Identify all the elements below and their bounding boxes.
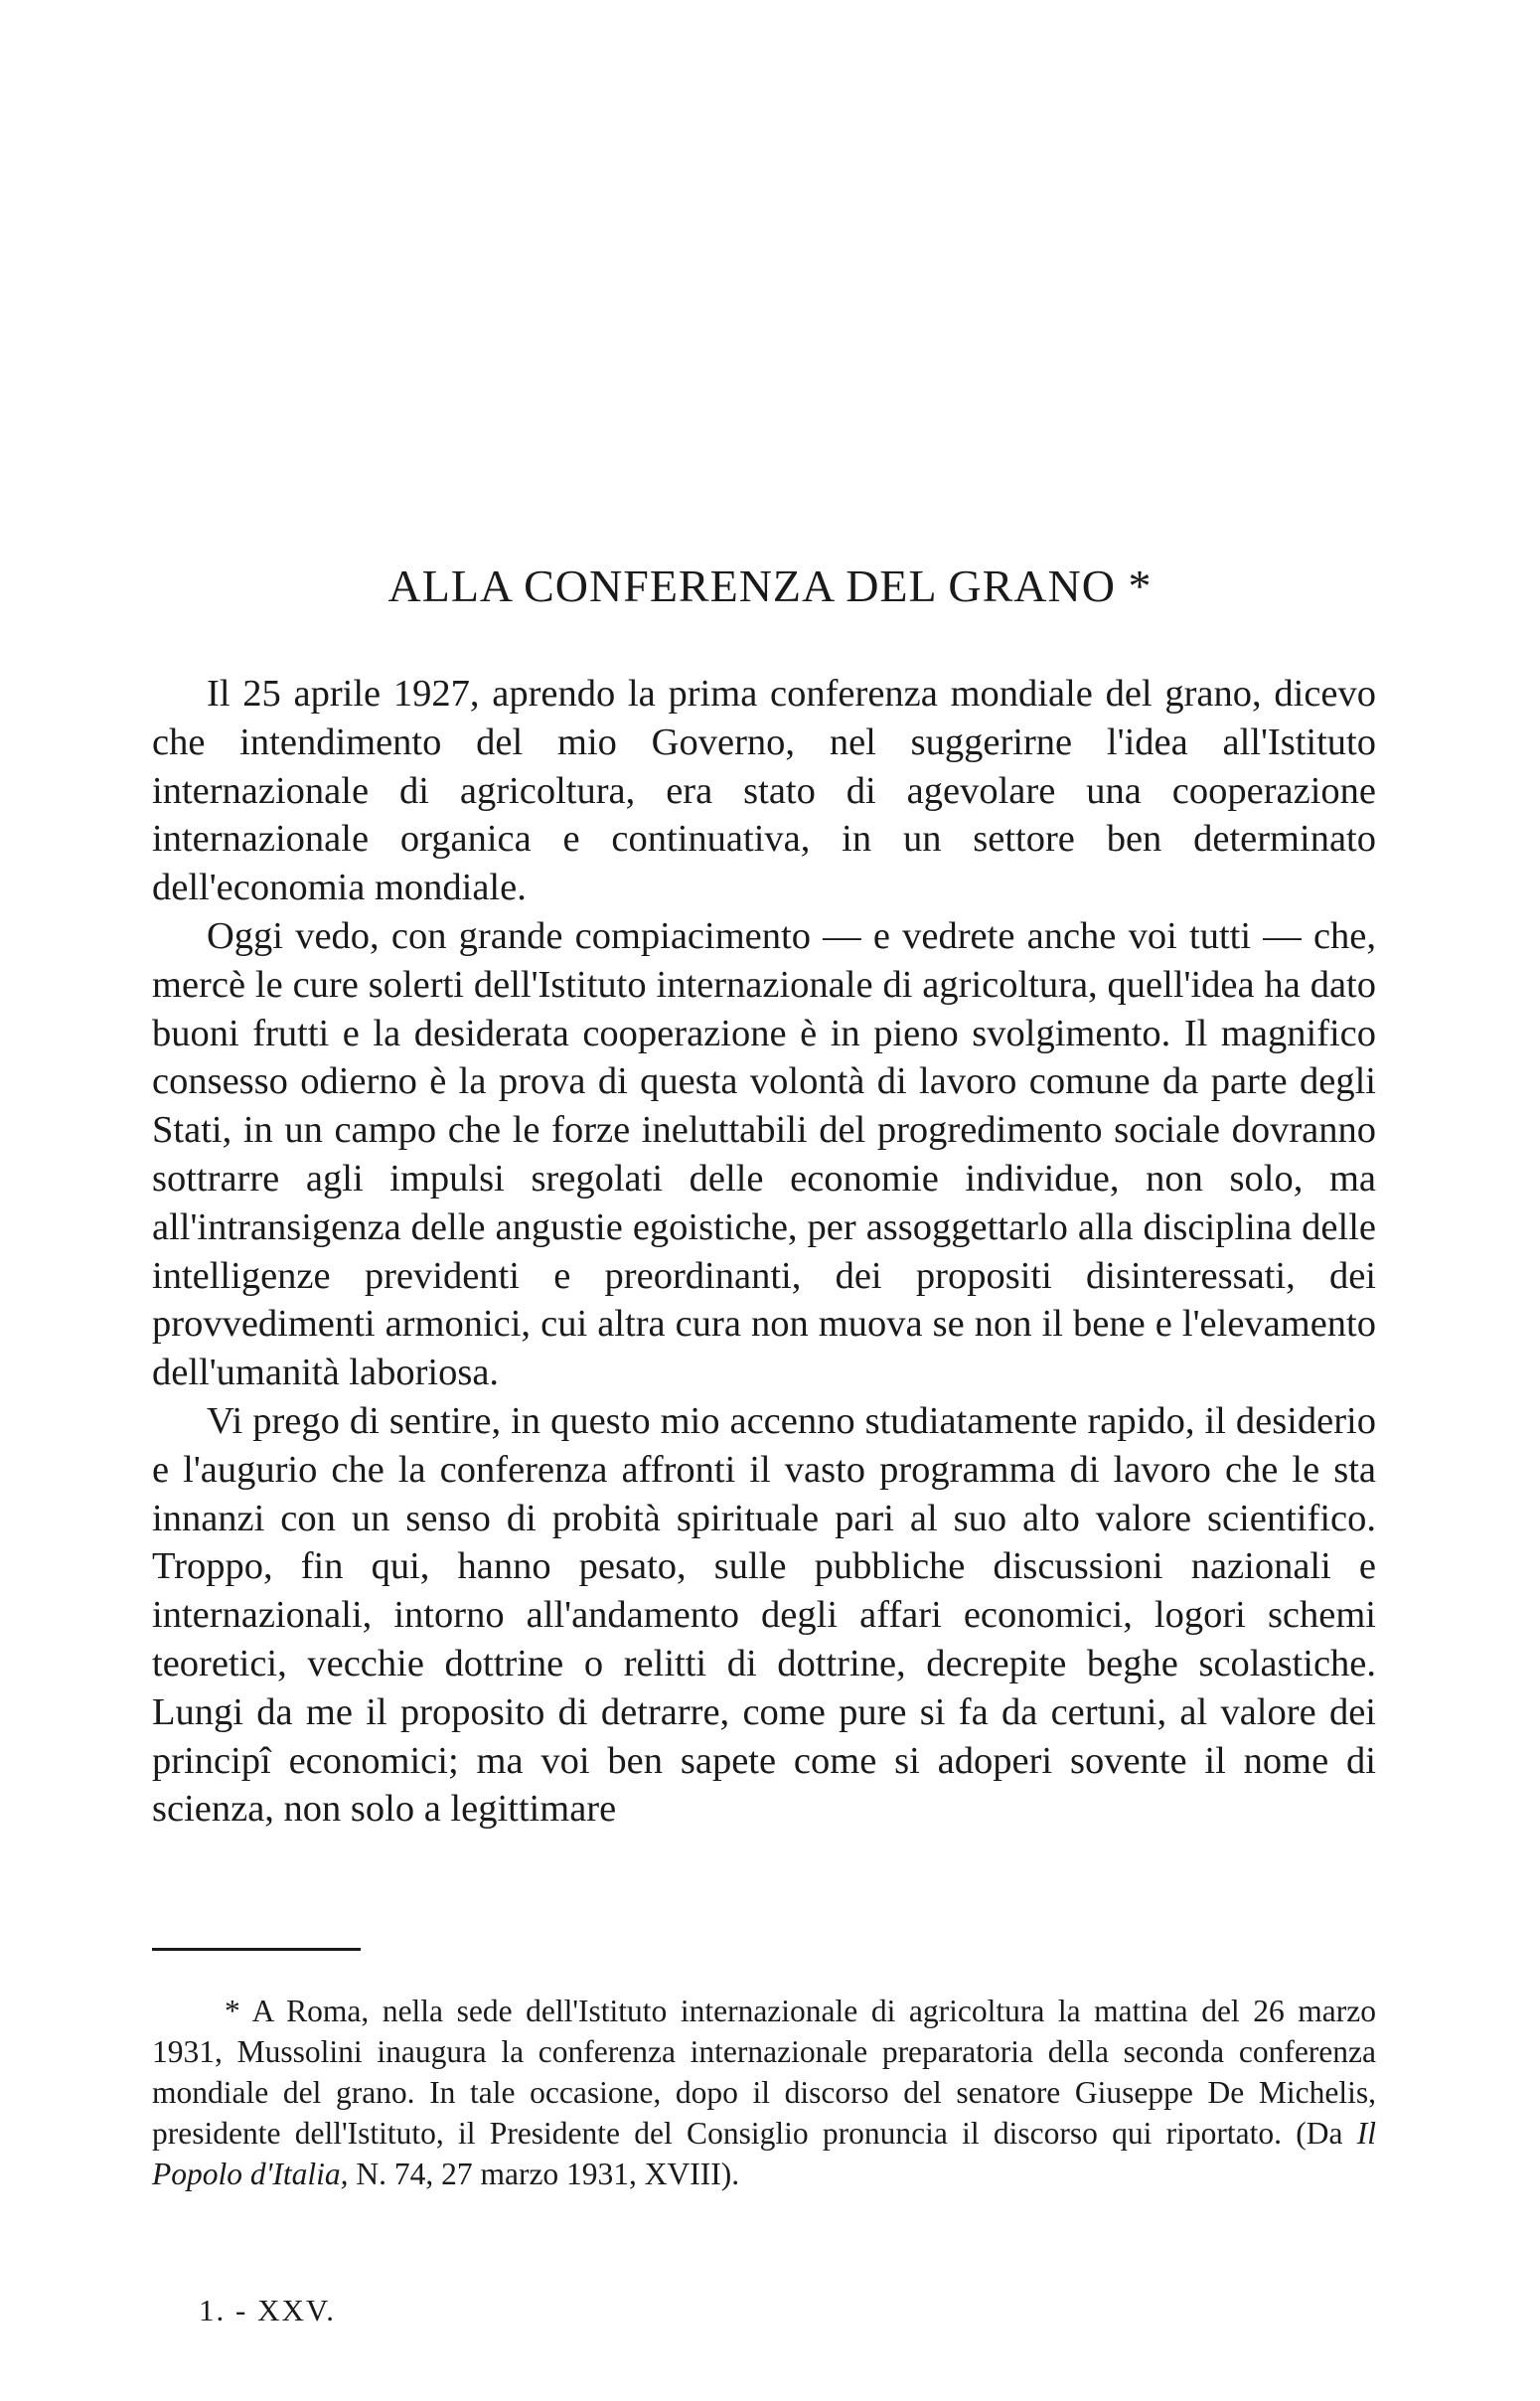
footnote-text-before: * A Roma, nella sede dell'Istituto internazionale di agricoltura la mattina del 26 marzo 1931, Mussolini inaugura la conferenza internazionale preparatoria della seconda conferenza mondiale del grano. In tale occasione, dopo il discorso del senatore Giuseppe De Michelis, presidente dell'Istituto, il Presidente del Consiglio pronuncia il discorso qui riportato. (Da xyxy=(152,1994,1376,2151)
paragraph: Vi prego di sentire, in questo mio accenno studiatamente rapido, il desiderio e l'augurio che la conferenza affronti il vasto programma di lavoro che le sta innanzi con un senso di probità spirituale pari al suo alto valore scientifico. Troppo, fin qui, hanno pesato, sulle pubbliche discussioni nazionali e internazionali, intorno all'andamento degli affari economici, logori schemi teoretici, vecchie dottrine o relitti di dottrine, decrepite beghe scolastiche. Lungi da me il proposito di detrarre, come pure si fa da certuni, al valore dei principî economici; ma voi ben sapete come si adoperi sovente il nome di scienza, non solo a legittimare xyxy=(152,1399,1376,1831)
paragraph: Il 25 aprile 1927, aprendo la prima conferenza mondiale del grano, dicevo che intendimento del mio Governo, nel suggerirne l'idea all'Istituto internazionale di agricoltura, era stato di agevolare una cooperazione internazionale organica e continuativa, in un settore ben determinato dell'economia mondiale. xyxy=(152,673,1376,909)
paragraph: Oggi vedo, con grande compiacimento — e vedrete anche voi tutti — che, mercè le cure solerti dell'Istituto internazionale di agricoltura, quell'idea ha dato buoni frutti e la desiderata cooperazione è in pieno svolgimento. Il magnifico consesso odierno è la prova di questa volontà di lavoro comune da parte degli Stati, in un campo che le forze ineluttabili del progredimento sociale dovranno sottrarre agli impulsi sregolati delle economie individue, non solo, ma all'intransigenza delle angustie egoistiche, per assoggettarlo alla disciplina delle intelligenze previdenti e preordinanti, dei propositi disinteressati, dei provvedimenti armonici, cui altra cura non muova se non il bene e l'elevamento dell'umanità laboriosa. xyxy=(152,914,1376,1394)
document-title: ALLA CONFERENZA DEL GRANO * xyxy=(387,560,1153,611)
footnote-source-title: Il Popolo d'Italia, xyxy=(152,2116,1376,2191)
footnote-text-after: N. 74, 27 marzo 1931, XVIII). xyxy=(348,2157,740,2191)
footnote xyxy=(152,1991,1376,2194)
footnote-divider xyxy=(152,1948,361,1951)
footnote-text xyxy=(152,1991,1376,2194)
body-text xyxy=(152,670,1376,1834)
printer-signature: 1. - XXV. xyxy=(199,2293,336,2327)
